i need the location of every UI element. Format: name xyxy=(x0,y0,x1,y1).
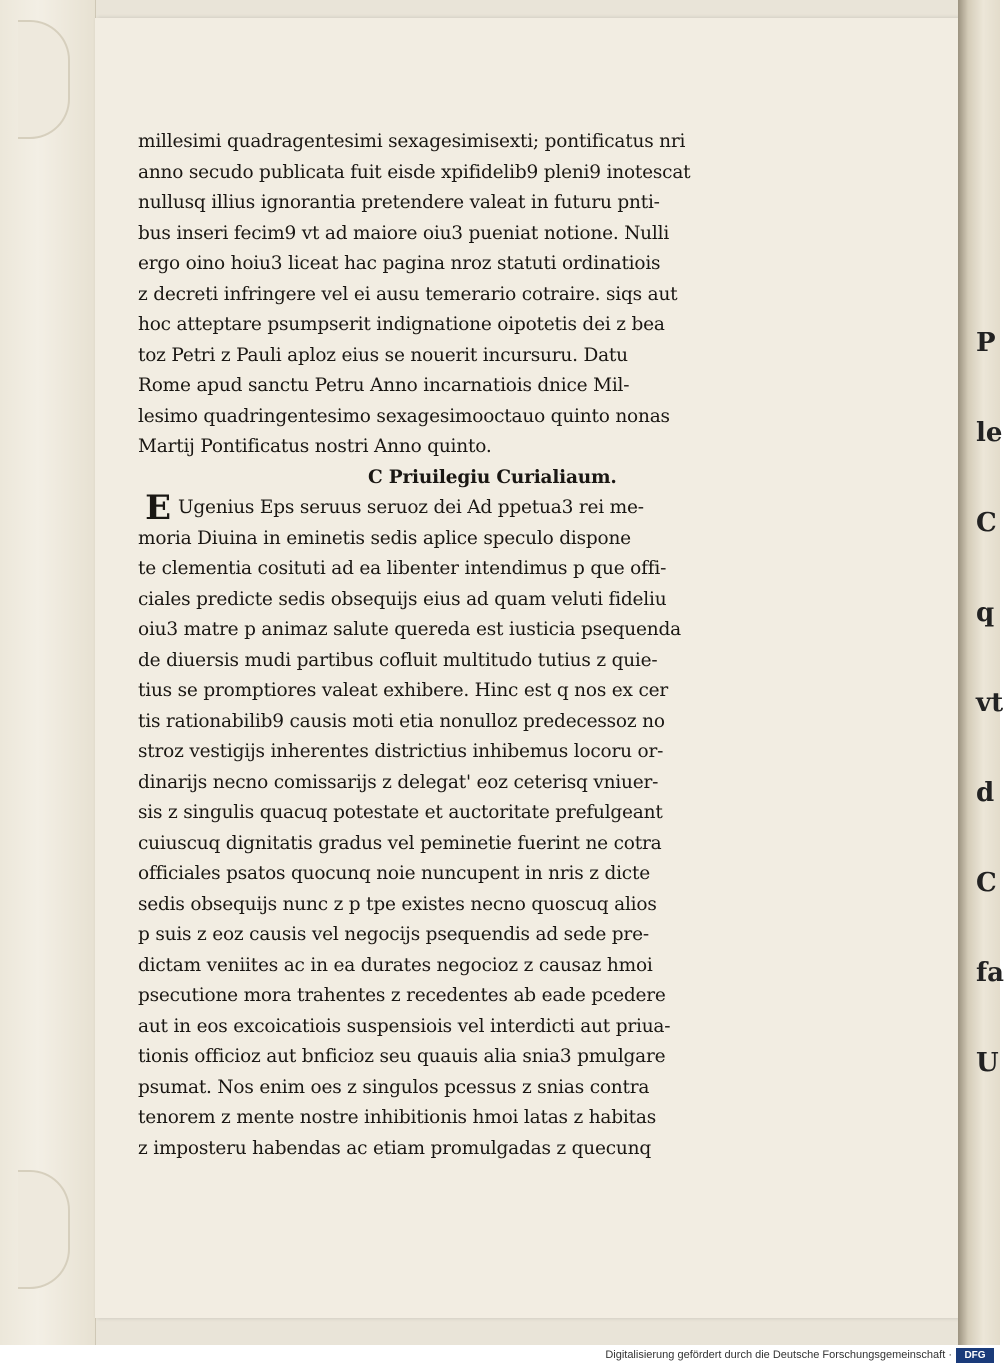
text-line: sis z singulis quacuq potestate et auctoritate prefulgeant xyxy=(138,802,663,823)
text-line: dictam veniites ac in ea durates negocioz z causaz hmoi xyxy=(138,954,653,976)
adjacent-page-fragment: vt xyxy=(976,688,1004,718)
text-line: dinarijs necno comissarijs z delegat' eoz ceterisq vniuer- xyxy=(138,771,659,793)
text-line: tis rationabilib9 causis moti etia nonulloz predecessoz no xyxy=(138,710,665,732)
text-line: Rome apud sanctu Petru Anno incarnatiois dnice Mil- xyxy=(138,375,630,396)
text-line: oiu3 matre p animaz salute quereda est iusticia psequenda xyxy=(138,619,681,640)
text-line: cuiuscuq dignitatis gradus vel peminetie fuerint ne cotra xyxy=(138,832,662,854)
text-line: officiales psatos quocunq noie nuncupent in nris z dicte xyxy=(138,863,650,884)
text-line: nullusq illius ignorantia pretendere valeat in futuru pnti- xyxy=(138,192,660,213)
binding-clasp-top xyxy=(18,20,70,139)
adjacent-page-edge xyxy=(958,0,1004,1345)
text-line: stroz vestigijs inherentes districtius inhibemus locoru or- xyxy=(138,741,664,762)
book-cover xyxy=(0,0,96,1345)
text-line-with-initial xyxy=(138,488,878,528)
footer-bar xyxy=(0,1345,1000,1367)
text-line: Ugenius Eps seruus seruoz dei Ad ppetua3 rei me- xyxy=(178,497,644,518)
text-line: anno secudo publicata fuit eisde xpifidelib9 pleni9 inotescat xyxy=(138,161,691,183)
adjacent-page-fragment: d xyxy=(976,778,995,808)
initial-letter: E xyxy=(145,488,171,528)
text-line: hoc atteptare psumpserit indignatione oipotetis dei z bea xyxy=(138,314,665,335)
text-line: bus inseri fecim9 vt ad maiore oiu3 pueniat notione. Nulli xyxy=(138,222,670,244)
text-line: p suis z eoz causis vel negocijs psequendis ad sede pre- xyxy=(138,924,649,945)
adjacent-page-fragment: q xyxy=(976,598,995,628)
adjacent-page-fragment: C xyxy=(976,868,997,898)
adjacent-page-fragment: le xyxy=(976,418,1003,448)
text-line: millesimi quadragentesimi sexagesimisexti; pontificatus nri xyxy=(138,131,686,152)
text-line: de diuersis mudi partibus cofluit multitudo tutius z quie- xyxy=(138,649,658,671)
funding-credit: Digitalisierung gefördert durch die Deutsche Forschungsgemeinschaft · xyxy=(605,1349,952,1361)
text-line: moria Diuina in eminetis sedis aplice speculo dispone xyxy=(138,527,631,549)
text-line: aut in eos excoicatiois suspensiois vel interdicti aut priua- xyxy=(138,1015,671,1037)
text-line: sedis obsequijs nunc z p tpe existes necno quoscuq alios xyxy=(138,893,657,915)
text-line: psumat. Nos enim oes z singulos pcessus z snias contra xyxy=(138,1076,650,1098)
text-line: psecutione mora trahentes z recedentes ab eade pcedere xyxy=(138,985,666,1006)
text-line: Martij Pontificatus nostri Anno quinto. xyxy=(138,436,492,457)
section-heading: C Priuilegiu Curialiaum. xyxy=(368,466,617,488)
text-line: te clementia cosituti ad ea libenter intendimus p que offi- xyxy=(138,558,667,579)
adjacent-page-fragment: C xyxy=(976,508,997,538)
text-line: z imposteru habendas ac etiam promulgadas z quecunq xyxy=(138,1137,651,1159)
adjacent-page-fragment: fa xyxy=(976,958,1004,988)
text-line: toz Petri z Pauli aploz eius se nouerit incursuru. Datu xyxy=(138,344,628,366)
text-line: ciales predicte sedis obsequijs eius ad quam veluti fideliu xyxy=(138,588,667,610)
text-line: z decreti infringere vel ei ausu temerario cotraire. siqs aut xyxy=(138,283,678,305)
text-line: tionis officioz aut bnficioz seu quauis alia snia3 pmulgare xyxy=(138,1046,666,1067)
adjacent-page-fragment: U xyxy=(976,1048,999,1078)
text-line: ergo oino hoiu3 liceat hac pagina nroz statuti ordinatiois xyxy=(138,253,661,274)
text-line: tenorem z mente nostre inhibitionis hmoi latas z habitas xyxy=(138,1107,656,1128)
dfg-logo: DFG xyxy=(956,1348,994,1363)
text-line: tius se promptiores valeat exhibere. Hinc est q nos ex cer xyxy=(138,680,669,701)
printed-text-block xyxy=(138,127,878,1164)
adjacent-page-fragment: P xyxy=(976,328,996,358)
binding-clasp-bottom xyxy=(18,1170,70,1289)
text-line: lesimo quadringentesimo sexagesimooctauo quinto nonas xyxy=(138,405,670,427)
